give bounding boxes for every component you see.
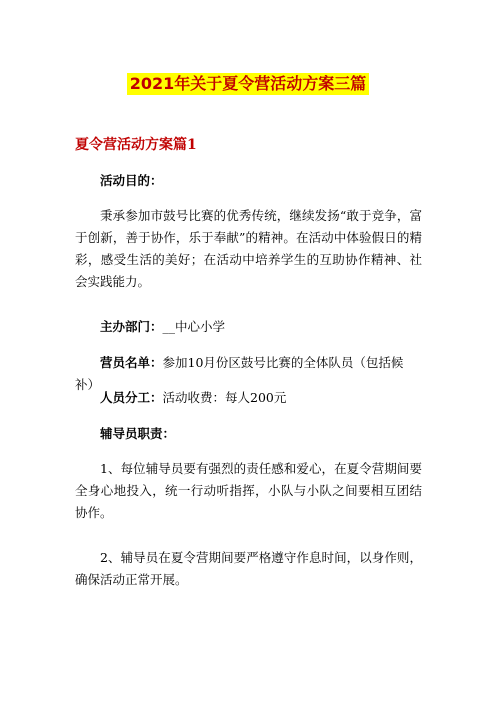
duties-heading	[75, 423, 422, 445]
section-heading: 夏令营活动方案篇1	[75, 137, 197, 153]
duty-paragraph-2: 2、辅导员在夏令营期间要严格遵守作息时间，以身作则，确保活动正常开展。	[75, 550, 422, 587]
organizer-label: 主办部门：	[100, 319, 163, 334]
organizer-value: __中心小学	[162, 319, 226, 334]
goal-paragraph: 秉承参加市鼓号比赛的优秀传统，继续发扬“敢于竞争，富于创新，善于协作，乐于奉献”的精神。在活动中体验假日的精彩，感受生活的美好；在活动中培养学生的互助协作精神、社会实践能力。	[75, 208, 422, 289]
goal-label: 活动目的：	[100, 173, 163, 188]
members-value: 参加10月份区鼓号比赛的全体队员（包括候补）	[75, 355, 404, 392]
organizer-line	[75, 316, 422, 338]
title-wrapper	[0, 73, 496, 95]
document-title: 2021年关于夏令营活动方案三篇	[127, 73, 370, 95]
duty-paragraph-1: 1、每位辅导员要有强烈的责任感和爱心，在夏令营期间要全身心地投入，统一行动听指挥，小队与小队之间要相互团结协作。	[75, 461, 422, 520]
staff-label: 人员分工：	[100, 390, 163, 405]
members-label: 营员名单：	[100, 355, 163, 370]
goal-heading	[75, 170, 422, 192]
duties-label: 辅导员职责：	[100, 426, 176, 441]
staff-line	[75, 387, 422, 409]
staff-value: 活动收费：每人200元	[162, 390, 287, 405]
